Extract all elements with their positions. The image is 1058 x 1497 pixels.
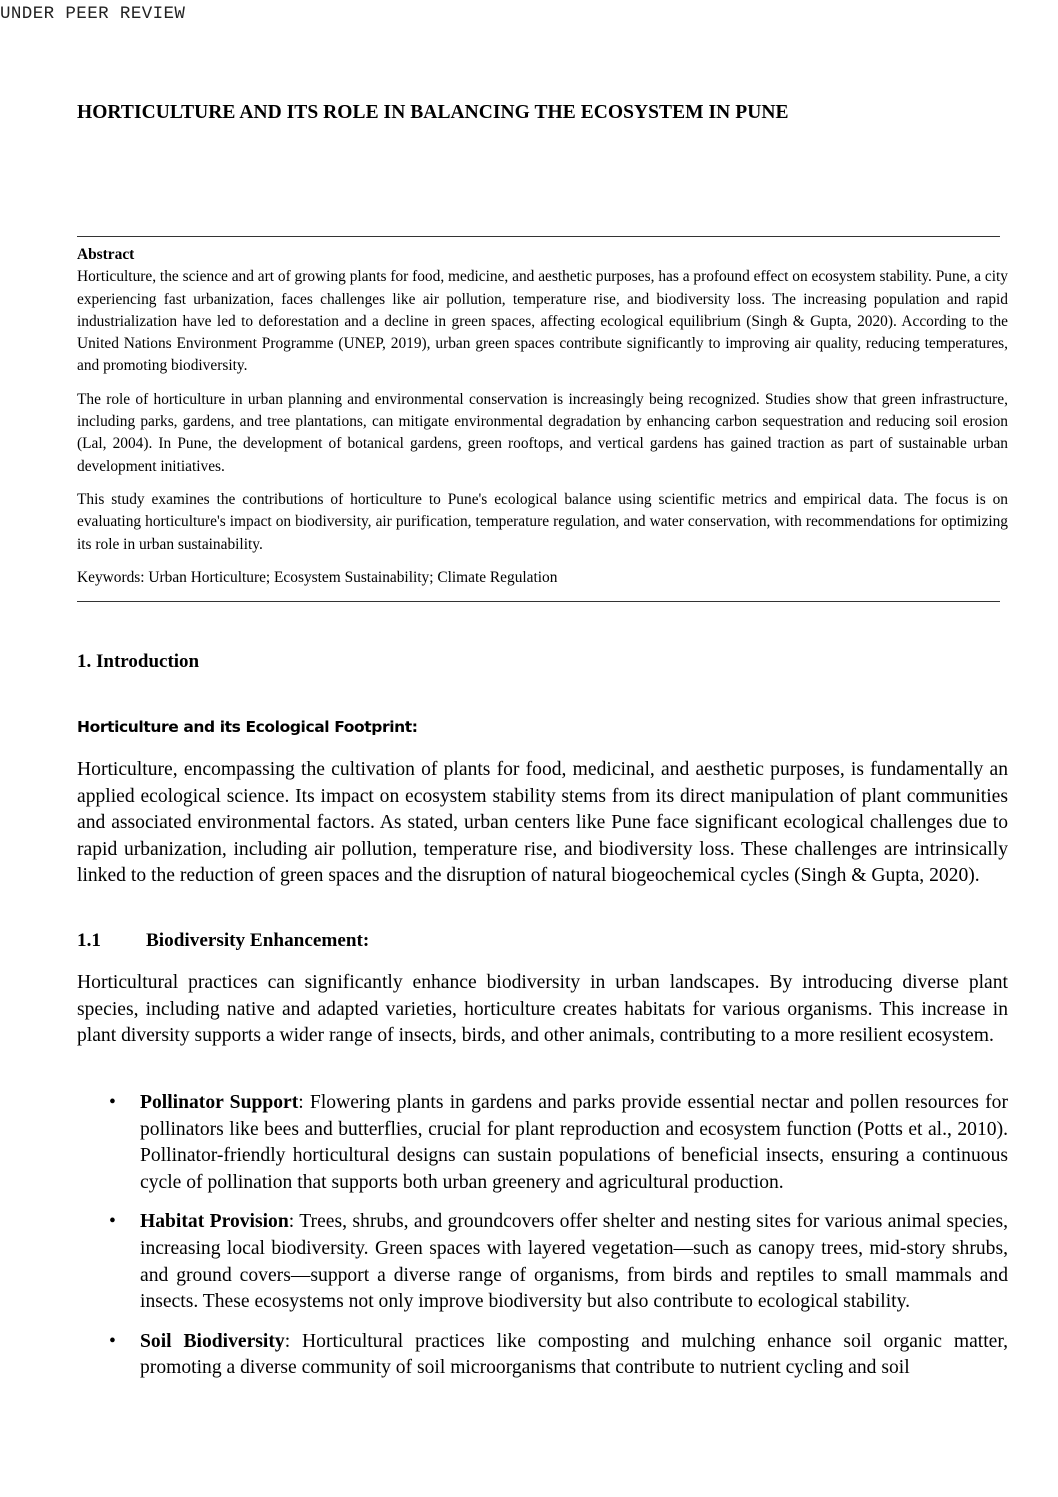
bullet-list [77,1090,1008,1395]
list-item [77,1209,1008,1315]
list-item-text: : Flowering plants in gardens and parks provide essential nectar and pollen resources for pollinators like bees and butterflies, crucial for plant reproduction and ecosystem function (Potts et al., 2010). Pollinator-friendly horticultural designs can sustain populations of beneficial insects, ensuring a continuous cycle of pollination that supports both urban greenery and agricultural production. [140,1092,1008,1193]
body-text: Horticultural practices can significantly enhance biodiversity in urban landscapes. By introducing diverse plant species, including native and adapted varieties, horticulture creates habitats for various organisms. This increase in plant diversity supports a wider range of insects, birds, and other animals, contributing to a more resilient ecosystem. [77,972,1008,1047]
subsection-heading-1-1 [77,930,369,952]
abstract-bottom-divider [77,601,1000,602]
bullet-icon: • [109,1211,116,1233]
keywords: Keywords: Urban Horticulture; Ecosystem Sustainability; Climate Regulation [77,568,558,586]
abstract-paragraph: Horticulture, the science and art of growing plants for food, medicine, and aesthetic purposes, has a profound effect on ecosystem stability. Pune, a city experiencing fast urbanization, faces challenges like air pollution, temperature rise, and biodiversity loss. The increasing population and rapid industrialization have led to deforestation and a decline in green spaces, affecting ecological equilibrium (Singh & Gupta, 2020). According to the United Nations Environment Programme (UNEP, 2019), urban green spaces contribute significantly to improving air quality, reducing temperatures, and promoting biodiversity. [77,268,1008,375]
abstract-top-divider [77,236,1000,237]
list-item-term: Soil Biodiversity [140,1330,285,1352]
abstract-paragraph: This study examines the contributions of horticulture to Pune's ecological balance using scientific metrics and empirical data. The focus is on evaluating horticulture's impact on biodiversity, air purification, temperature regulation, and water conservation, with recommendations for optimizing its role in urban sustainability. [77,490,1008,553]
list-item-term: Habitat Provision [140,1211,289,1233]
bullet-icon: • [109,1330,116,1352]
list-item [77,1329,1008,1382]
abstract-section [77,244,1008,600]
abstract-paragraph: The role of horticulture in urban planning and environmental conservation is increasingly being recognized. Studies show that green infrastructure, including parks, gardens, and tree plantations, can mitigate environmental degradation by enhancing carbon sequestration and reducing soil erosion (Lal, 2004). In Pune, the development of botanical gardens, green rooftops, and vertical gardens has gained traction as part of sustainable urban development initiatives. [77,390,1008,475]
list-item [77,1090,1008,1196]
peer-review-watermark: UNDER PEER REVIEW [0,4,186,24]
section-heading-introduction: 1. Introduction [77,651,200,672]
body-text: Horticulture, encompassing the cultivation of plants for food, medicinal, and aesthetic purposes, is fundamentally an applied ecological science. Its impact on ecosystem stability stems from its direct manipulation of plant communities and associated environmental factors. As stated, urban centers like Pune face significant ecological challenges due to rapid urbanization, including air pollution, temperature rise, and biodiversity loss. These challenges are intrinsically linked to the reduction of green spaces and the disruption of natural biogeochemical cycles (Singh & Gupta, 2020). [77,759,1008,887]
abstract-heading: Abstract [77,246,135,263]
bullet-icon: • [109,1092,116,1113]
subheading-ecological-footprint: Horticulture and its Ecological Footprint: [77,718,418,736]
subsection-title: Biodiversity Enhancement: [146,930,370,951]
list-item-term: Pollinator Support [140,1092,299,1113]
list-item-text: : Horticultural practices like composting and mulching enhance soil organic matter, promoting a diverse community of soil microorganisms that contribute to nutrient cycling and soil [140,1330,1008,1379]
biodiversity-paragraph [77,970,1008,1050]
subsection-number: 1.1 [77,930,101,951]
paper-title: HORTICULTURE AND ITS ROLE IN BALANCING THE ECOSYSTEM IN PUNE [77,102,789,123]
list-item-text: : Trees, shrubs, and groundcovers offer shelter and nesting sites for various animal species, increasing local biodiversity. Green spaces with layered vegetation—such as canopy trees, mid-story shrubs, and ground covers—support a diverse range of organisms, from birds and reptiles to small mammals and insects. These ecosystems not only improve biodiversity but also contribute to ecological stability. [140,1211,1008,1313]
intro-paragraph [77,757,1008,890]
